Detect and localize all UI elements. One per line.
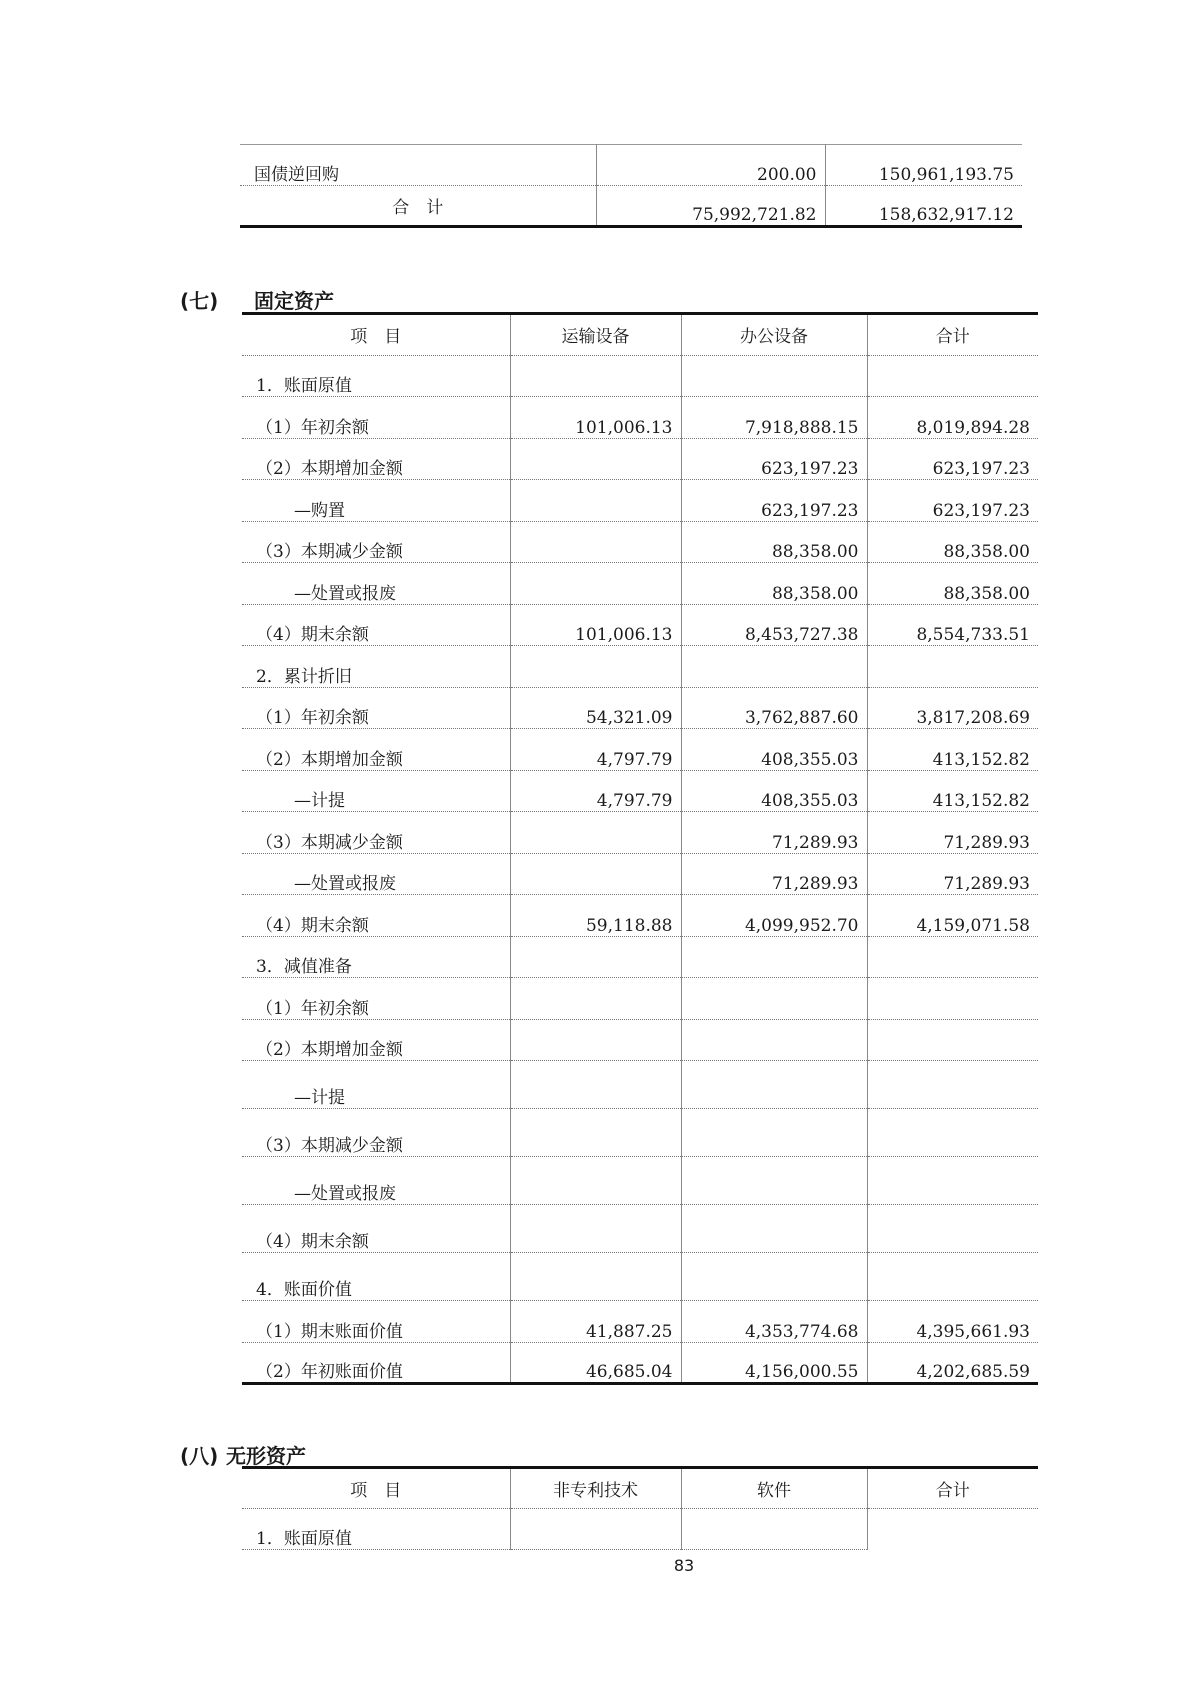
value-cell: 7,918,888.15	[681, 397, 867, 439]
column-header: 办公设备	[681, 314, 867, 356]
value-cell: 101,006.13	[510, 604, 681, 646]
value-cell: 71,289.93	[867, 853, 1038, 895]
row-label: （3）本期减少金额	[242, 521, 510, 563]
value-cell: 3,817,208.69	[867, 687, 1038, 729]
value-cell	[867, 936, 1038, 978]
value-cell: 623,197.23	[867, 480, 1038, 522]
table-row	[242, 1109, 1038, 1157]
value-cell	[510, 1157, 681, 1205]
section-title: 无形资产	[226, 1444, 306, 1468]
value-cell: 4,797.79	[510, 729, 681, 771]
column-header: 项 目	[242, 1468, 510, 1509]
value-cell: 75,992,721.82	[596, 186, 825, 227]
value-cell	[681, 1509, 867, 1550]
value-cell	[510, 812, 681, 854]
value-cell	[510, 978, 681, 1020]
value-cell: 46,685.04	[510, 1342, 681, 1384]
value-cell	[681, 1109, 867, 1157]
section-title: 固定资产	[254, 289, 334, 313]
row-label: （2）本期增加金额	[242, 438, 510, 480]
row-label: （4）期末余额	[242, 604, 510, 646]
value-cell	[867, 1061, 1038, 1109]
table-row	[242, 812, 1038, 854]
value-cell: 623,197.23	[681, 438, 867, 480]
value-cell: 88,358.00	[867, 521, 1038, 563]
row-label: （3）本期减少金额	[242, 1109, 510, 1157]
value-cell	[681, 1061, 867, 1109]
value-cell	[510, 1019, 681, 1061]
table-row	[242, 1253, 1038, 1301]
row-label: 4．账面价值	[242, 1253, 510, 1301]
value-cell: 88,358.00	[867, 563, 1038, 605]
value-cell	[681, 355, 867, 397]
table-row	[242, 978, 1038, 1020]
table-row	[242, 1019, 1038, 1061]
column-header: 合计	[867, 1468, 1038, 1509]
value-cell	[510, 480, 681, 522]
total-row	[240, 186, 1022, 227]
row-label: （1）年初余额	[242, 687, 510, 729]
value-cell: 4,797.79	[510, 770, 681, 812]
value-cell	[867, 1253, 1038, 1301]
value-cell	[681, 1019, 867, 1061]
value-cell	[510, 1509, 681, 1550]
row-label: （4）期末余额	[242, 1205, 510, 1253]
section-number: (八)	[180, 1444, 219, 1468]
row-label: —计提	[242, 1061, 510, 1109]
table-row	[242, 604, 1038, 646]
empty-cell	[867, 1509, 1038, 1550]
row-label: （2）年初账面价值	[242, 1342, 510, 1384]
value-cell	[510, 1253, 681, 1301]
value-cell: 623,197.23	[867, 438, 1038, 480]
value-cell: 200.00	[596, 145, 825, 186]
value-cell	[510, 646, 681, 688]
table-header-row	[242, 314, 1038, 356]
value-cell: 71,289.93	[681, 812, 867, 854]
table-row	[242, 646, 1038, 688]
row-label: 2．累计折旧	[242, 646, 510, 688]
table-row	[242, 1205, 1038, 1253]
section-number: (七)	[180, 289, 219, 313]
table-row	[242, 1061, 1038, 1109]
value-cell: 59,118.88	[510, 895, 681, 937]
value-cell	[510, 563, 681, 605]
table-row	[242, 355, 1038, 397]
value-cell: 54,321.09	[510, 687, 681, 729]
row-label: —处置或报废	[242, 563, 510, 605]
value-cell	[510, 1205, 681, 1253]
table-row	[242, 438, 1038, 480]
value-cell	[681, 936, 867, 978]
table-row	[242, 1157, 1038, 1205]
value-cell	[510, 936, 681, 978]
row-label: （1）期末账面价值	[242, 1301, 510, 1343]
row-label: （2）本期增加金额	[242, 1019, 510, 1061]
value-cell	[510, 1109, 681, 1157]
value-cell: 4,159,071.58	[867, 895, 1038, 937]
table-row	[242, 521, 1038, 563]
row-label: （1）年初余额	[242, 397, 510, 439]
value-cell: 88,358.00	[681, 521, 867, 563]
value-cell: 158,632,917.12	[825, 186, 1022, 227]
column-header: 运输设备	[510, 314, 681, 356]
column-header: 项 目	[242, 314, 510, 356]
value-cell: 408,355.03	[681, 770, 867, 812]
column-header: 合计	[867, 314, 1038, 356]
value-cell: 101,006.13	[510, 397, 681, 439]
value-cell: 413,152.82	[867, 729, 1038, 771]
row-label: （1）年初余额	[242, 978, 510, 1020]
table-row	[240, 145, 1022, 186]
row-label: —计提	[242, 770, 510, 812]
value-cell	[867, 1019, 1038, 1061]
value-cell	[867, 646, 1038, 688]
value-cell	[681, 646, 867, 688]
value-cell: 4,353,774.68	[681, 1301, 867, 1343]
value-cell: 408,355.03	[681, 729, 867, 771]
value-cell: 71,289.93	[681, 853, 867, 895]
value-cell: 4,395,661.93	[867, 1301, 1038, 1343]
top-table	[240, 144, 1022, 228]
table-row	[242, 563, 1038, 605]
total-label: 合 计	[240, 186, 596, 227]
table-row	[242, 895, 1038, 937]
value-cell: 41,887.25	[510, 1301, 681, 1343]
value-cell	[510, 1061, 681, 1109]
value-cell: 88,358.00	[681, 563, 867, 605]
table-row	[242, 729, 1038, 771]
row-label: 1．账面原值	[242, 1509, 510, 1550]
column-header: 软件	[681, 1468, 867, 1509]
row-label: 国债逆回购	[240, 145, 596, 186]
value-cell	[867, 355, 1038, 397]
value-cell: 413,152.82	[867, 770, 1038, 812]
column-header: 非专利技术	[510, 1468, 681, 1509]
row-label: 3．减值准备	[242, 936, 510, 978]
row-label: （4）期末余额	[242, 895, 510, 937]
value-cell: 8,019,894.28	[867, 397, 1038, 439]
table-row	[242, 770, 1038, 812]
table-row	[242, 397, 1038, 439]
row-label: （2）本期增加金额	[242, 729, 510, 771]
value-cell: 71,289.93	[867, 812, 1038, 854]
row-label: （3）本期减少金额	[242, 812, 510, 854]
page-number: 83	[673, 1556, 695, 1575]
value-cell: 8,453,727.38	[681, 604, 867, 646]
intangible-assets-table	[242, 1466, 1038, 1550]
table-header-row	[242, 1468, 1038, 1509]
row-label: —处置或报废	[242, 853, 510, 895]
value-cell	[867, 978, 1038, 1020]
value-cell: 8,554,733.51	[867, 604, 1038, 646]
table-row	[242, 1301, 1038, 1343]
value-cell: 3,762,887.60	[681, 687, 867, 729]
value-cell	[681, 1253, 867, 1301]
value-cell: 150,961,193.75	[825, 145, 1022, 186]
value-cell: 4,156,000.55	[681, 1342, 867, 1384]
value-cell	[867, 1109, 1038, 1157]
value-cell: 4,099,952.70	[681, 895, 867, 937]
value-cell	[510, 438, 681, 480]
value-cell: 4,202,685.59	[867, 1342, 1038, 1384]
table-row	[242, 687, 1038, 729]
fixed-assets-table	[242, 312, 1038, 1385]
value-cell	[867, 1205, 1038, 1253]
value-cell: 623,197.23	[681, 480, 867, 522]
table-row	[242, 936, 1038, 978]
value-cell	[681, 1205, 867, 1253]
row-label: —购置	[242, 480, 510, 522]
value-cell	[510, 355, 681, 397]
row-label: 1．账面原值	[242, 355, 510, 397]
table-row	[242, 1342, 1038, 1384]
value-cell	[681, 1157, 867, 1205]
row-label: —处置或报废	[242, 1157, 510, 1205]
value-cell	[510, 853, 681, 895]
value-cell	[867, 1157, 1038, 1205]
value-cell	[681, 978, 867, 1020]
table-row	[242, 480, 1038, 522]
table-row	[242, 853, 1038, 895]
value-cell	[510, 521, 681, 563]
table-row	[242, 1509, 1038, 1550]
